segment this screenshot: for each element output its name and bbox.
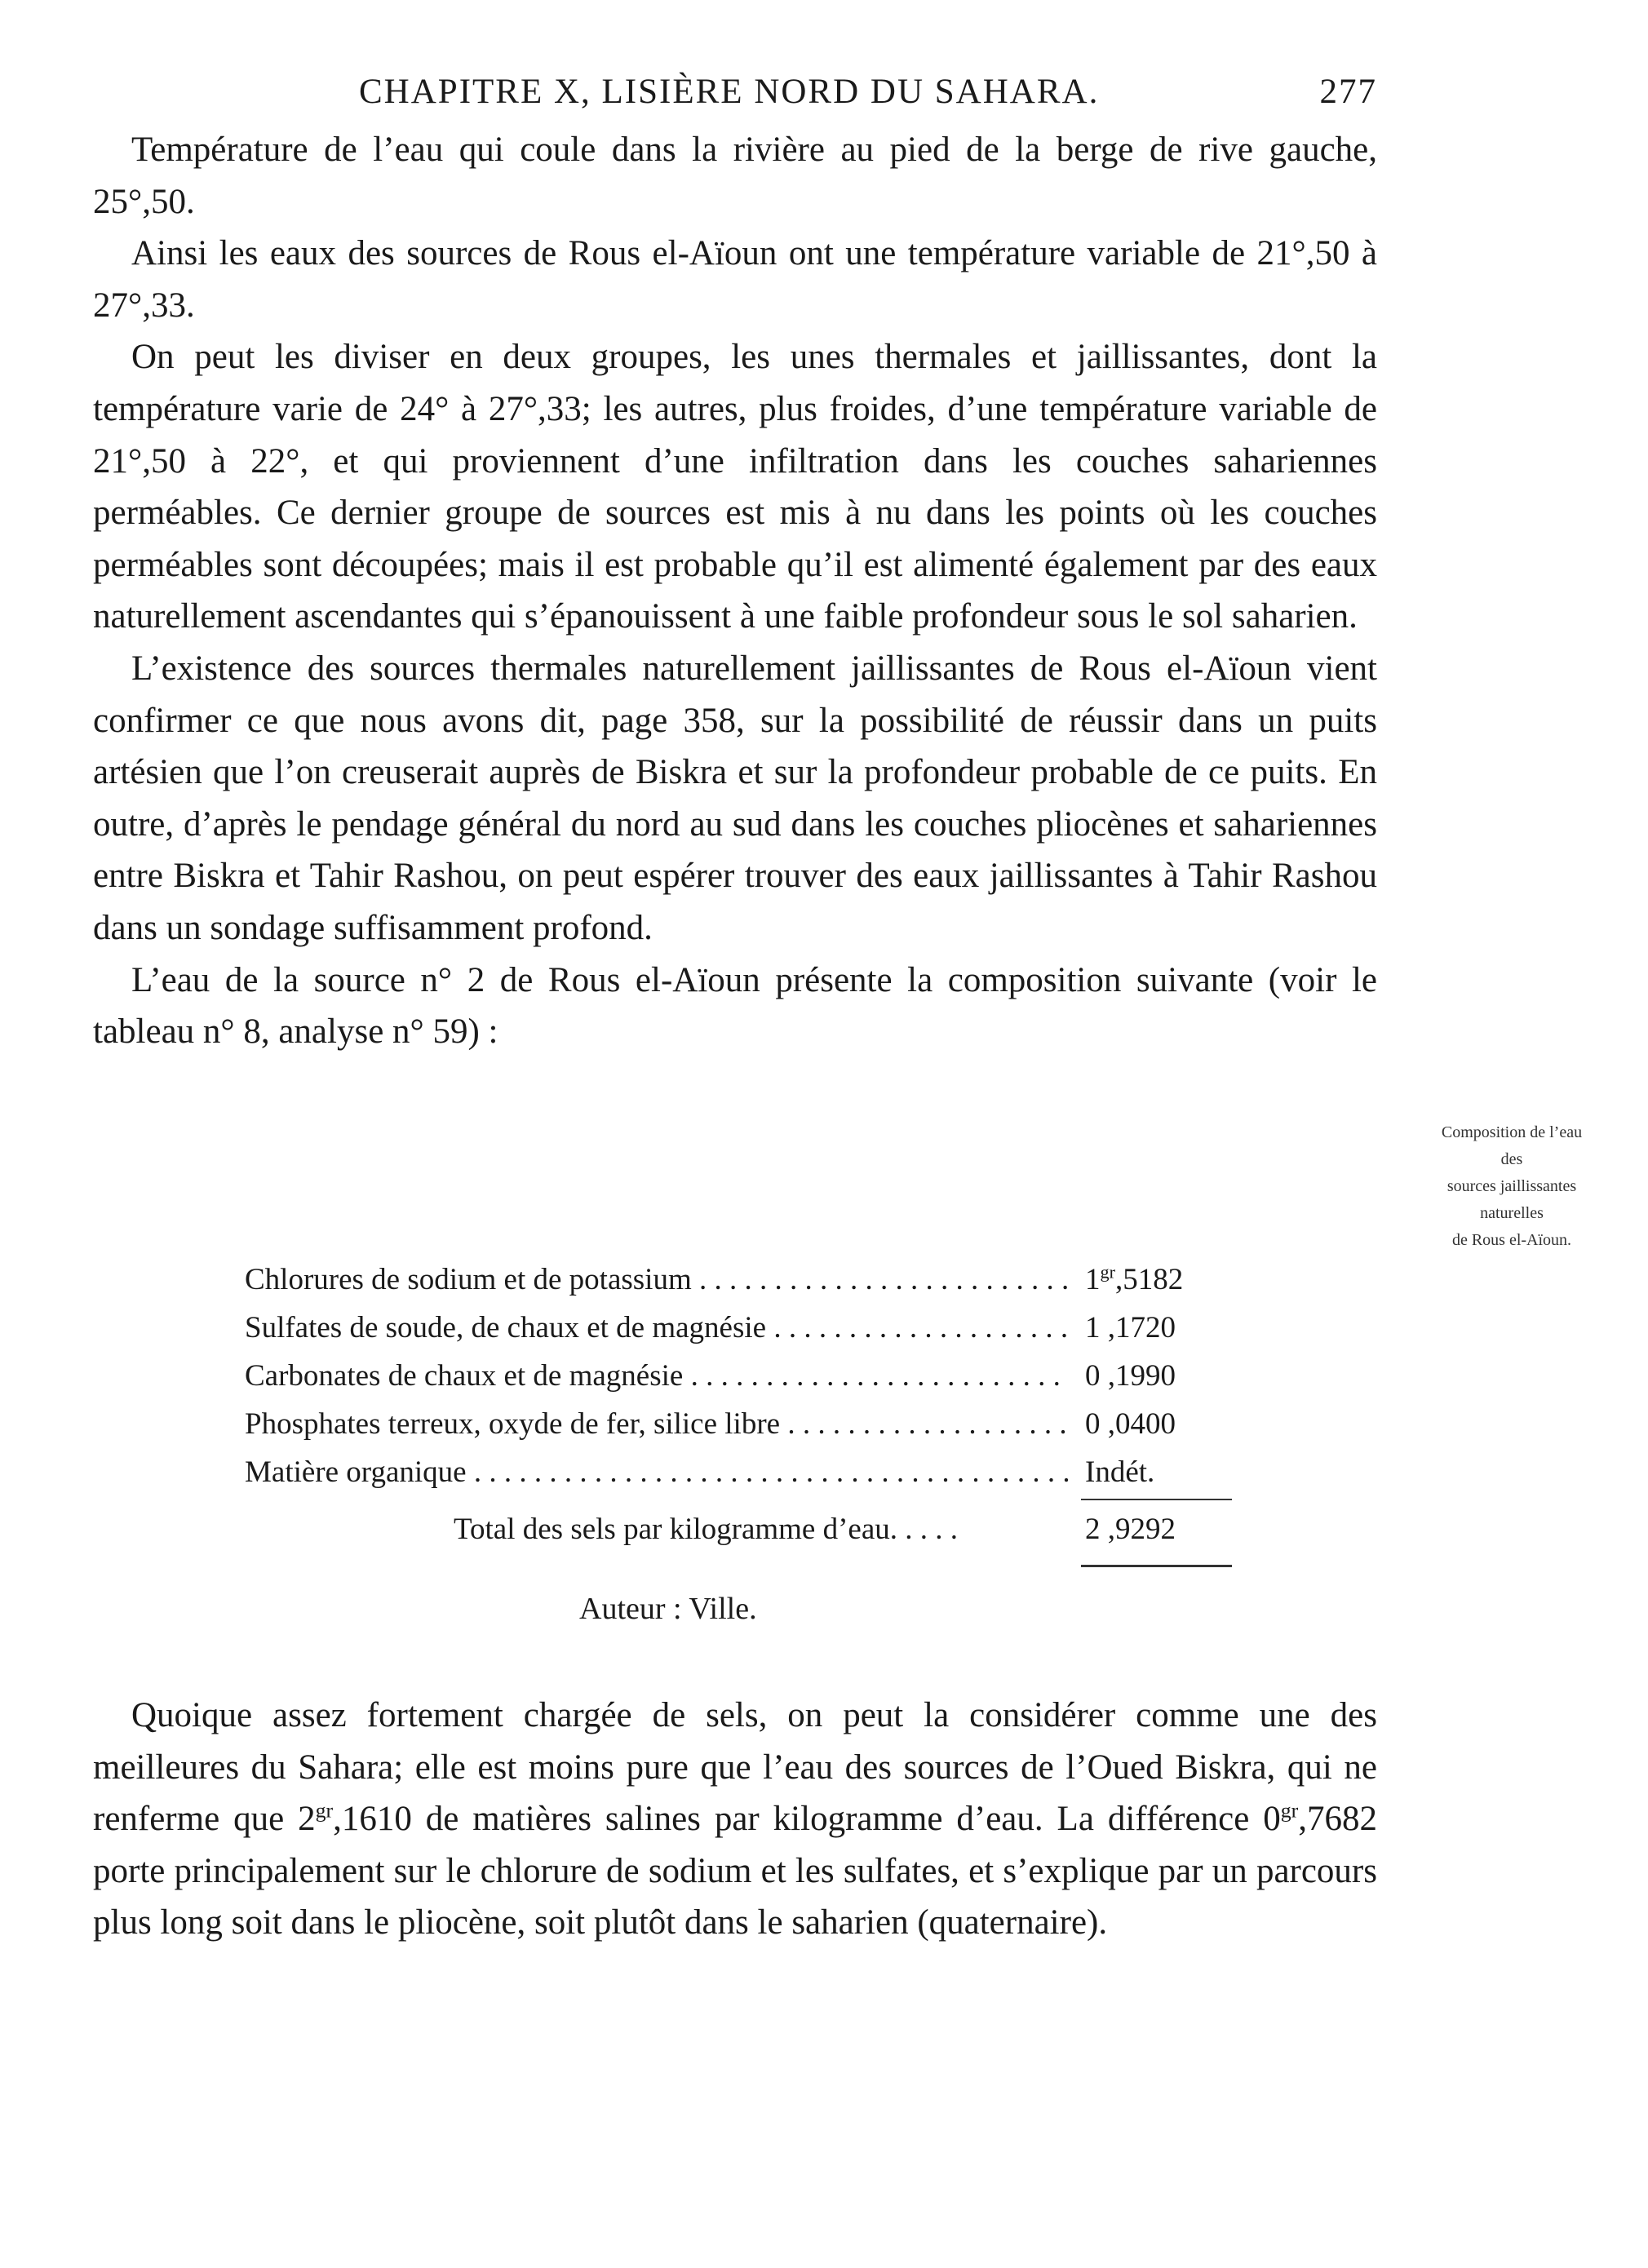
author-line: Auteur : Ville. — [579, 1592, 757, 1626]
table-row — [245, 1400, 1232, 1448]
margin-note-line: de Rous el-Aïoun. — [1451, 1231, 1572, 1249]
margin-note-line: des — [1500, 1150, 1523, 1168]
sum-rule — [1081, 1499, 1232, 1500]
main-text — [93, 124, 1377, 1058]
running-header — [359, 72, 1377, 121]
margin-note-line: Composition de l’eau — [1441, 1123, 1583, 1141]
paragraph: Quoique assez fortement chargée de sels, on peut la considérer comme une des meilleures du Sahara; elle est moins pure que l’eau des sources de l’Oued Biskra, qui ne renferme que $2^{gr},1610$ de matières salines par kilogramme d’eau. La différence $0^{gr},7682$ porte principalement sur le chlorure de sodium et les sulfates, et s’explique par un parcours plus long soit dans le pliocène, soit plutôt dans le saharien (quaternaire). — [93, 1696, 1377, 1942]
margin-note-line: naturelles — [1480, 1204, 1544, 1222]
table-row — [245, 1448, 1232, 1496]
row-label: Carbonates de chaux et de magnésie . . . — [245, 1352, 1069, 1400]
paragraph: Ainsi les eaux des sources de Rous el-Aïoun ont une température variable de 21°,50 à 27°,33. — [93, 234, 1377, 325]
row-value: 1 ,1720 — [1085, 1311, 1176, 1344]
row-label: Chlorures de sodium et de potassium . . . — [245, 1256, 1069, 1304]
composition-table — [245, 1256, 1232, 1496]
paragraph: On peut les diviser en deux groupes, les unes thermales et jaillissantes, dont la température varie de 24° à 27°,33; les autres, plus froides, d’une température variable de 21°,50 à 22°, et qui proviennent d’une infiltration dans les couches sahariennes perméables. Ce dernier groupe de sources est mis à nu dans les points où les couches perméables sont découpées; mais il est probable qu’il est alimenté également par des eaux naturellement ascendantes qui s’épanouissent à une faible profondeur sous le sol saharien. — [93, 338, 1377, 636]
total-value: 2 ,9292 — [1085, 1513, 1176, 1546]
table-row — [245, 1256, 1232, 1304]
row-value: $1^{gr},5182$ — [1085, 1261, 1184, 1296]
row-label: Matière organique . . . — [245, 1448, 1069, 1496]
table-row — [245, 1304, 1232, 1352]
total-rule — [1081, 1565, 1232, 1567]
row-value: 0 ,1990 — [1085, 1359, 1176, 1393]
margin-note-line: sources jaillissantes — [1446, 1177, 1577, 1195]
table-row — [245, 1352, 1232, 1400]
paragraph: L’eau de la source n° 2 de Rous el-Aïoun présente la composition suivante (voir le tableau n° 8, analyse n° 59) : — [93, 960, 1377, 1052]
paragraph: L’existence des sources thermales naturellement jaillissantes de Rous el-Aïoun vient confirmer ce que nous avons dit, page 358, sur la possibilité de réussir dans un puits artésien que l’on creuserait auprès de Biskra et sur la profondeur probable de ce puits. En outre, d’après le pendage général du nord au sud dans les couches pliocènes et sahariennes entre Biskra et Tahir Rashou, on peut espérer trouver des eaux jaillissantes à Tahir Rashou dans un sondage suffisamment profond. — [93, 649, 1377, 947]
paragraph: Température de l’eau qui coule dans la rivière au pied de la berge de rive gauche, 25°,50. — [93, 131, 1377, 221]
total-label: Total des sels par kilogramme d’eau. . . . . — [454, 1513, 959, 1546]
margin-note — [1402, 1119, 1622, 1254]
row-label: Phosphates terreux, oxyde de fer, silice libre . . . — [245, 1400, 1069, 1448]
chapter-title: CHAPITRE X, LISIÈRE NORD DU SAHARA. — [359, 73, 1100, 111]
page-number: 277 — [1319, 73, 1377, 111]
closing-text — [93, 1690, 1377, 1949]
total-row — [454, 1505, 1232, 1553]
row-label: Sulfates de soude, de chaux et de magnésie . . . — [245, 1304, 1069, 1352]
row-value: 0 ,0400 — [1085, 1407, 1176, 1441]
row-value: Indét. — [1085, 1455, 1155, 1489]
